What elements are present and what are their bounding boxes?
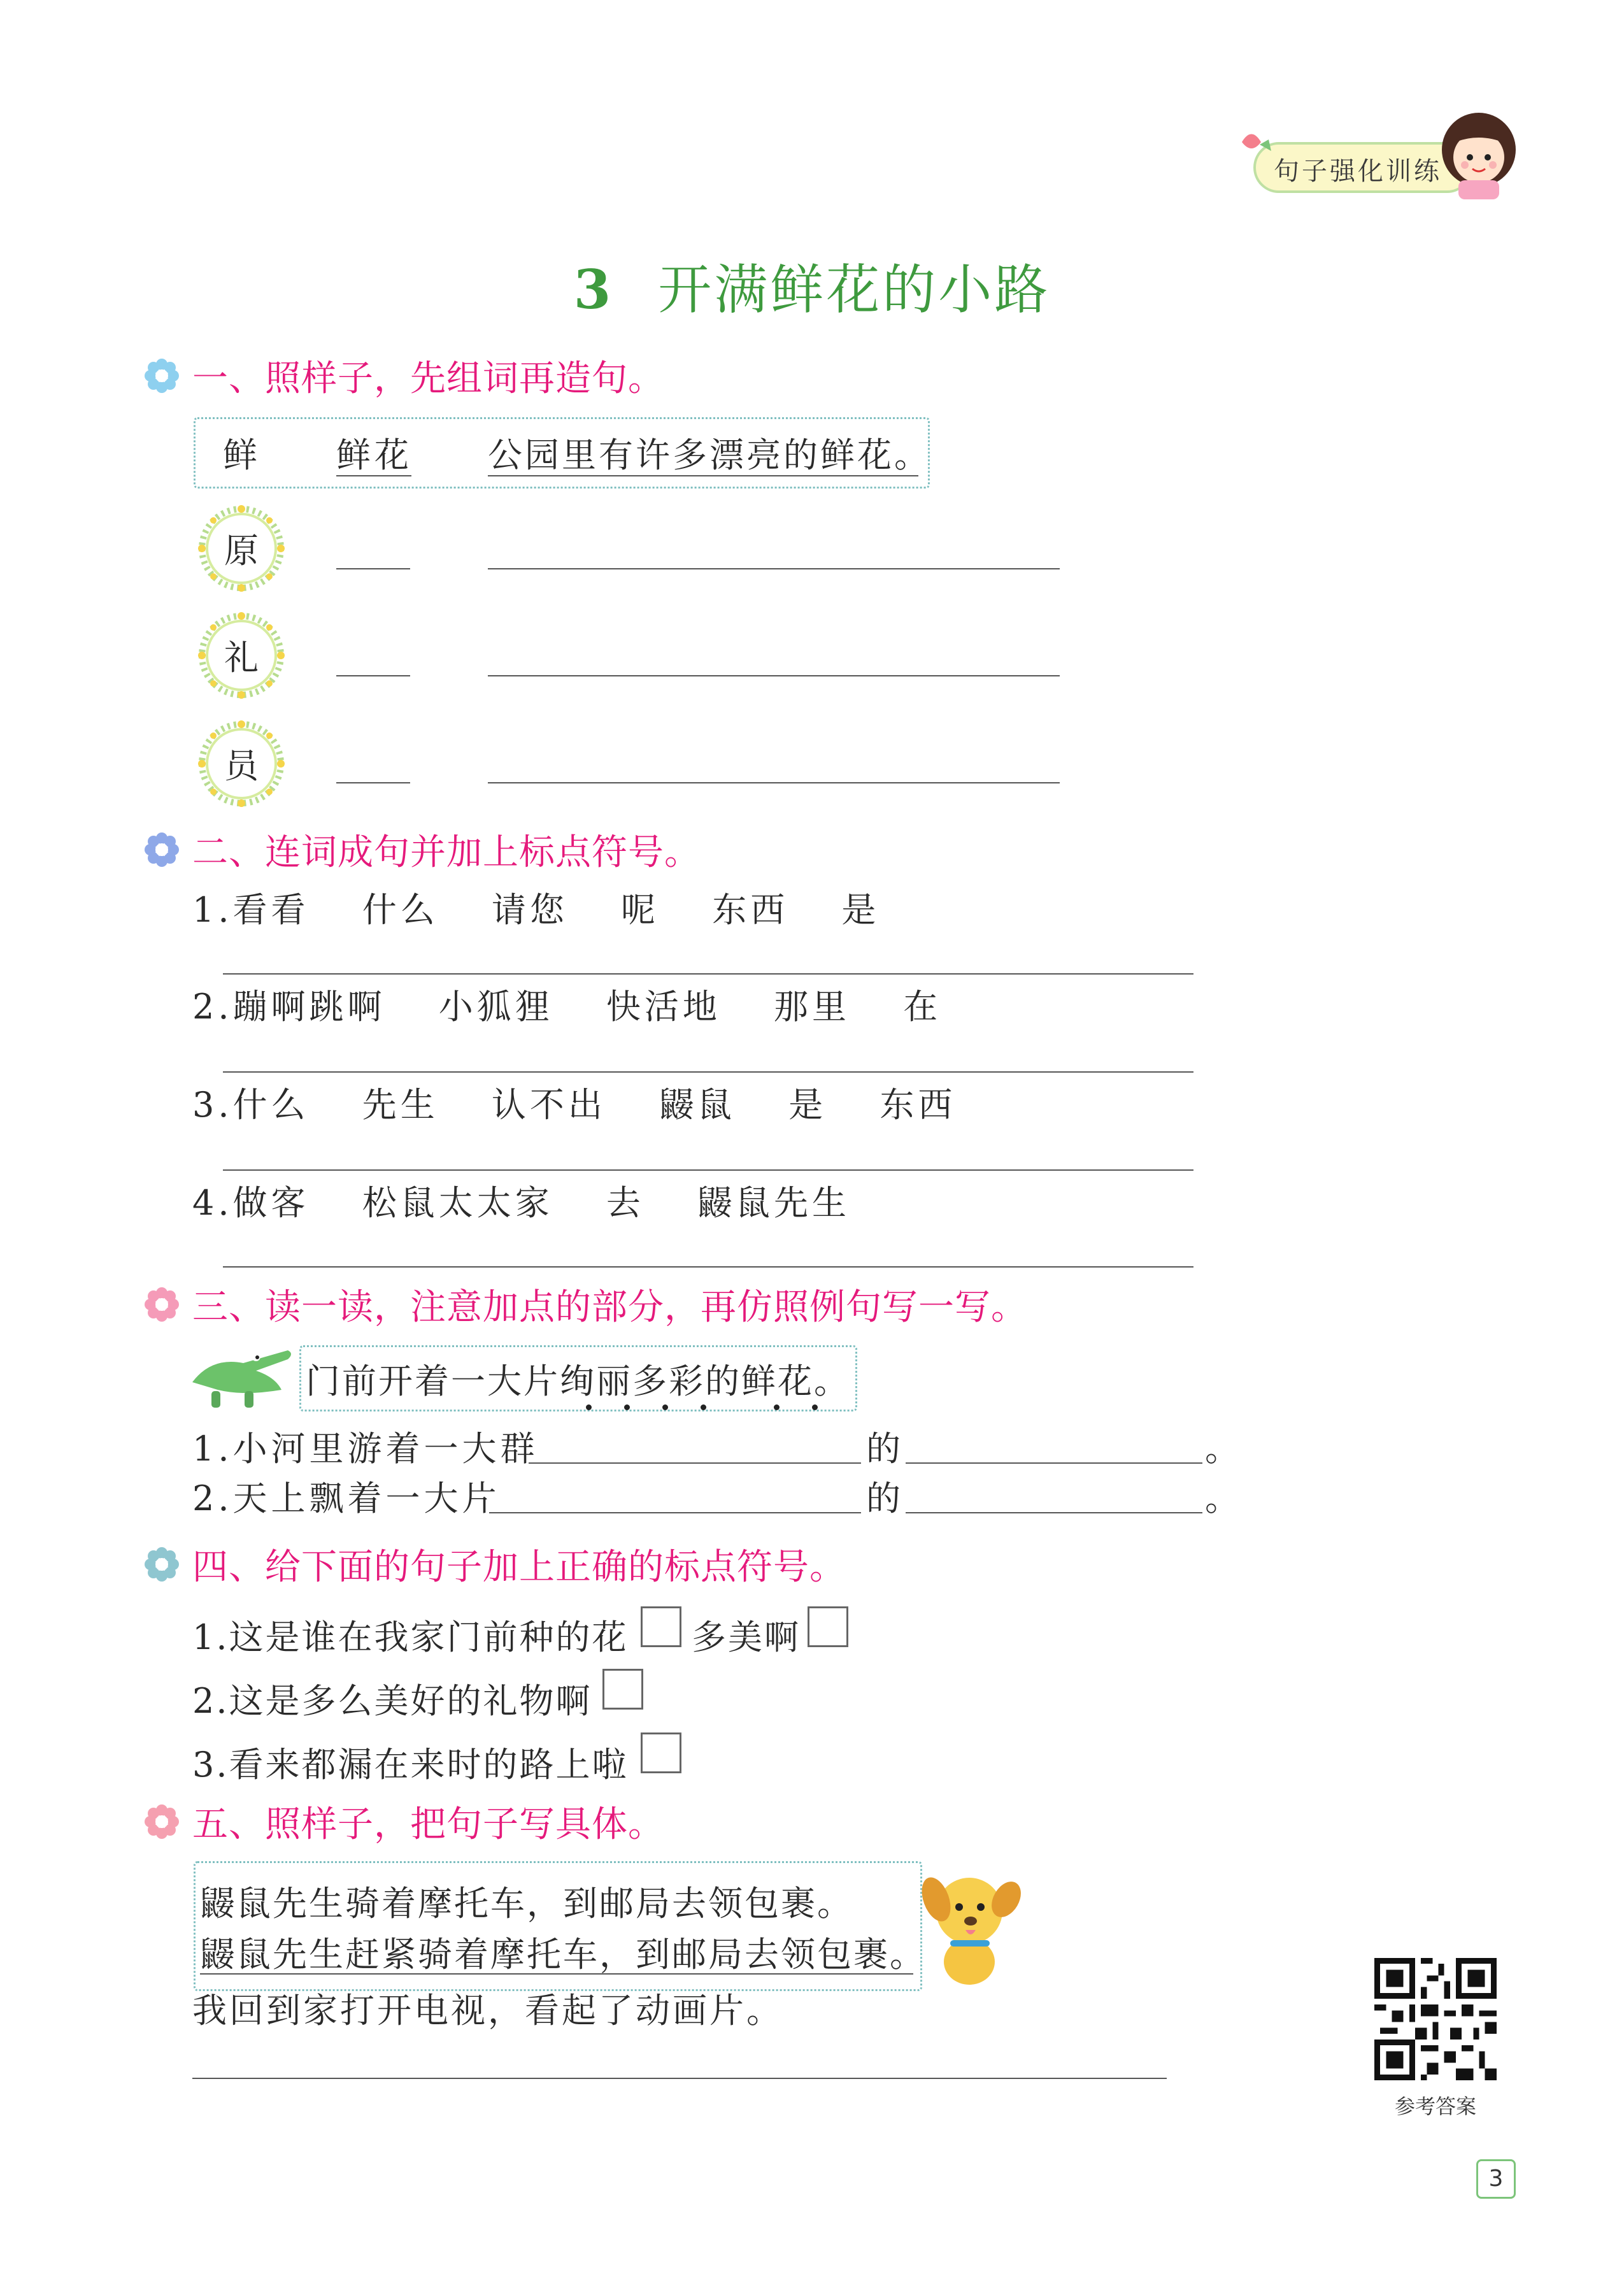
example-sentence-underline — [488, 475, 918, 476]
word-token: 呢 — [621, 890, 660, 930]
word-token: 小狐狸 — [438, 987, 553, 1027]
period: 。 — [1205, 1478, 1243, 1518]
answer-line-1[interactable] — [223, 973, 1193, 975]
imitate-q1: 1.小河里游着一大群 — [192, 1429, 539, 1469]
header-tag — [1236, 105, 1516, 201]
flower-icon — [144, 832, 180, 868]
word-blank-3[interactable] — [336, 782, 410, 783]
imitate-blank-1b[interactable] — [906, 1462, 1202, 1464]
word-token: 松鼠太太家 — [362, 1183, 553, 1223]
word-token: 鼹鼠 — [659, 1085, 736, 1125]
de-char: 的 — [866, 1429, 904, 1469]
imitate-blank-2b[interactable] — [906, 1512, 1202, 1513]
word-token: 快活地 — [606, 987, 721, 1027]
answer-line-2[interactable] — [223, 1071, 1193, 1073]
word-token: 1.看看 — [192, 890, 310, 930]
sentence-blank-1[interactable] — [488, 568, 1060, 569]
reorder-item-4 — [192, 1176, 850, 1225]
punct-q2: 2.这是多么美好的礼物啊 — [192, 1681, 592, 1721]
wreath-char-1: 原 — [224, 531, 259, 571]
flower-icon — [144, 1287, 180, 1322]
word-blank-1[interactable] — [336, 568, 410, 569]
punct-q3: 3.看来都漏在来时的路上啦 — [192, 1745, 629, 1785]
example-word-underline — [336, 475, 411, 476]
word-token: 请您 — [491, 890, 568, 930]
punct-q1b: 多美啊 — [692, 1617, 801, 1657]
task-sentence: 我回到家打开电视，看起了动画片。 — [192, 1990, 783, 2031]
flower-icon — [144, 1804, 180, 1840]
rewrite-answer-line[interactable] — [192, 2078, 1167, 2079]
qr-code-icon[interactable] — [1374, 1958, 1497, 2080]
example-5-underline — [200, 1973, 913, 1975]
example-5-line2: 鼹鼠先生赶紧骑着摩托车，到邮局去领包裹。 — [200, 1934, 926, 1975]
word-blank-2[interactable] — [336, 675, 410, 676]
wreath-char-3: 员 — [224, 746, 259, 786]
punct-q1a: 1.这是谁在我家门前种的花 — [192, 1617, 629, 1657]
word-token: 在 — [903, 987, 942, 1027]
page-title — [0, 247, 1624, 324]
word-token: 鼹鼠先生 — [697, 1183, 851, 1223]
reorder-item-3 — [192, 1078, 956, 1127]
header-tag-label: 句子强化训练 — [1274, 157, 1442, 186]
word-token: 东西 — [880, 1085, 957, 1125]
section-2-heading: 二、连词成句并加上标点符号。 — [192, 832, 701, 873]
section-1-heading: 一、照样子，先组词再造句。 — [192, 358, 664, 399]
period: 。 — [1205, 1429, 1243, 1469]
example-5-line1: 鼹鼠先生骑着摩托车，到邮局去领包裹。 — [200, 1883, 853, 1924]
de-char: 的 — [866, 1478, 904, 1518]
imitate-blank-2a[interactable] — [489, 1512, 861, 1513]
example-sentence: 公园里有许多漂亮的鲜花。 — [488, 435, 931, 475]
example-char: 鲜 — [223, 435, 261, 475]
word-token: 是 — [788, 1085, 827, 1125]
word-token: 4.做客 — [192, 1183, 310, 1223]
crocodile-illustration — [186, 1338, 298, 1414]
qr-caption: 参考答案 — [1394, 2094, 1476, 2118]
section-5-heading: 五、照样子，把句子写具体。 — [192, 1804, 664, 1845]
answer-line-4[interactable] — [223, 1266, 1193, 1268]
punctuation-box[interactable] — [641, 1732, 681, 1773]
wreath-char-2: 礼 — [224, 638, 259, 678]
word-token: 什么 — [362, 890, 439, 930]
punctuation-box[interactable] — [602, 1669, 643, 1710]
example-sentence-3: 门前开着一大片绚丽多彩的鲜花。 — [306, 1361, 850, 1401]
imitate-q2: 2.天上飘着一大片 — [192, 1478, 501, 1518]
word-token: 先生 — [362, 1085, 439, 1125]
word-token: 3.什么 — [192, 1085, 310, 1125]
imitate-blank-1a[interactable] — [529, 1462, 861, 1464]
section-4-heading: 四、给下面的句子加上正确的标点符号。 — [192, 1547, 846, 1588]
sentence-blank-3[interactable] — [488, 782, 1060, 783]
lesson-title: 开满鲜花的小路 — [658, 259, 1051, 321]
flower-icon — [144, 358, 180, 394]
reorder-item-2 — [192, 980, 941, 1029]
lesson-number: 3 — [573, 258, 614, 321]
word-token: 2.蹦啊跳啊 — [192, 987, 386, 1027]
page-number: 3 — [1476, 2159, 1516, 2199]
word-token: 东西 — [712, 890, 789, 930]
reorder-item-1 — [192, 883, 880, 932]
section-3-heading: 三、读一读，注意加点的部分，再仿照例句写一写。 — [192, 1287, 1027, 1328]
word-token: 去 — [606, 1183, 645, 1223]
punctuation-box[interactable] — [808, 1606, 848, 1647]
word-token: 认不出 — [491, 1085, 606, 1125]
word-token: 那里 — [774, 987, 851, 1027]
puppy-illustration — [918, 1866, 1024, 1987]
punctuation-box[interactable] — [641, 1606, 681, 1647]
answer-line-3[interactable] — [223, 1169, 1193, 1171]
example-word: 鲜花 — [336, 435, 413, 475]
flower-icon — [144, 1547, 180, 1582]
sentence-blank-2[interactable] — [488, 675, 1060, 676]
word-token: 是 — [841, 890, 880, 930]
